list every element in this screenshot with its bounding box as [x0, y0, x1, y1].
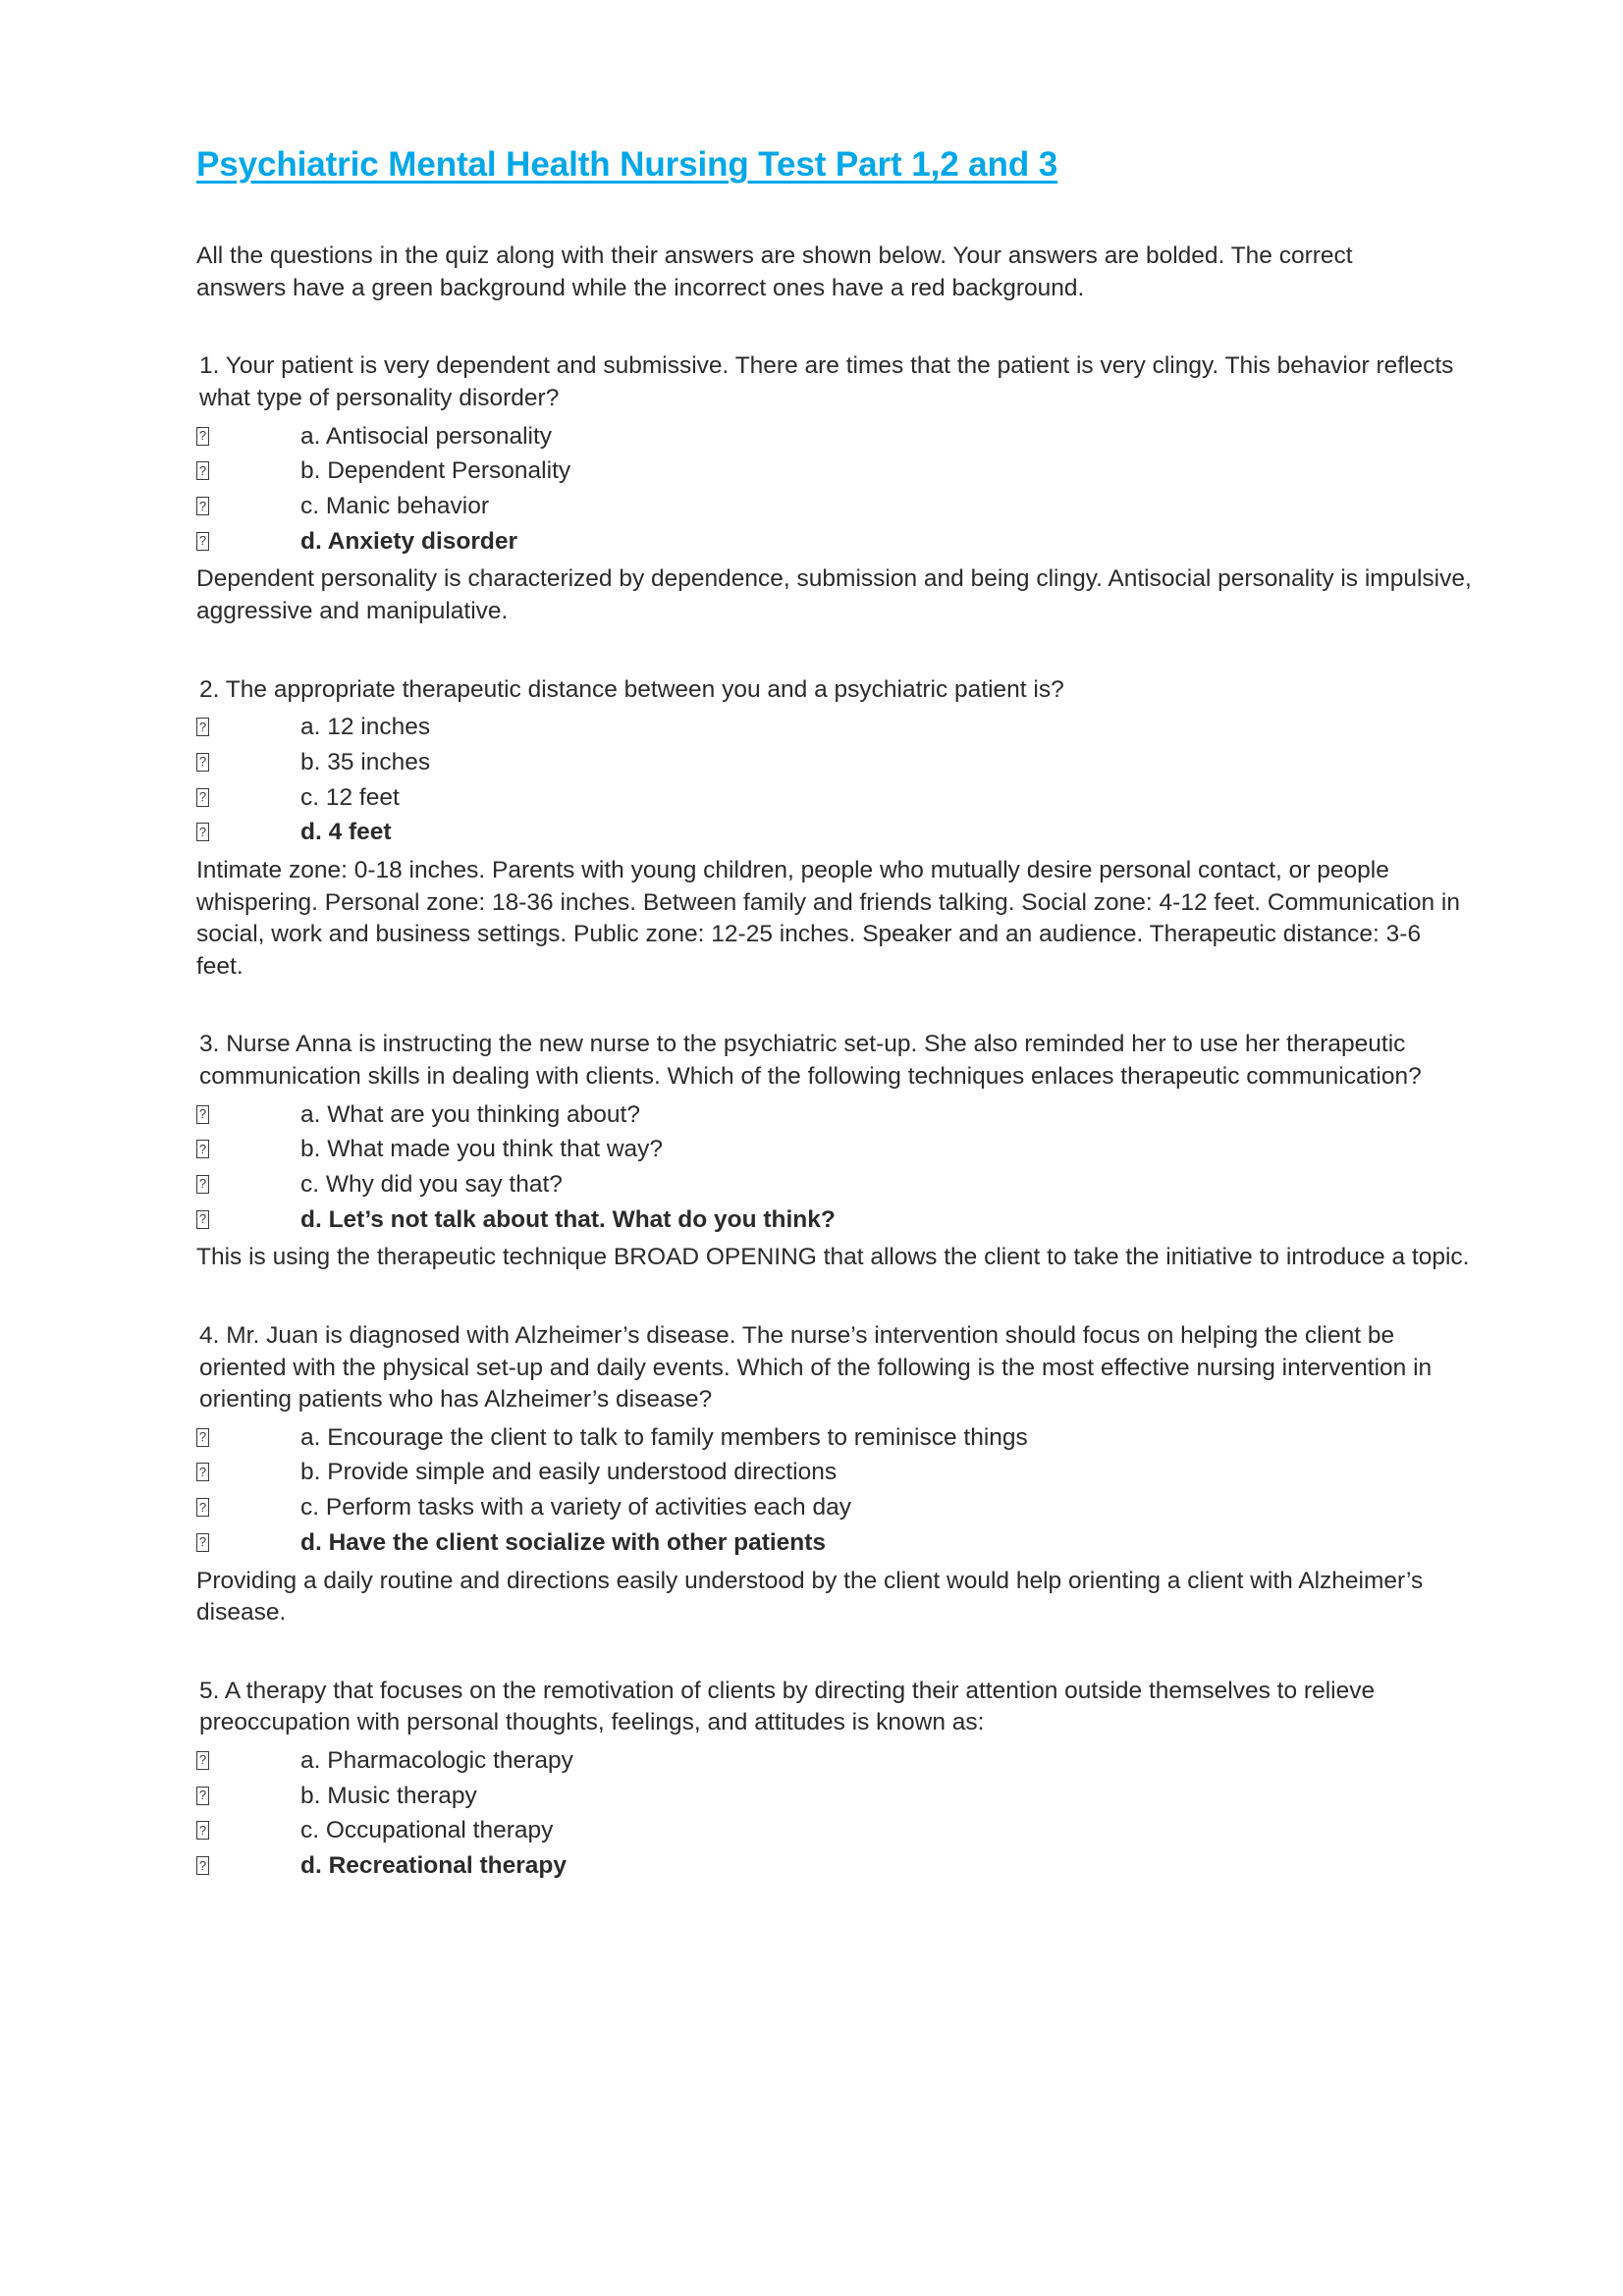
missing-glyph-box-icon [196, 1821, 300, 1841]
answer-option-label: c. Perform tasks with a variety of activities each day [300, 1494, 851, 1522]
answer-option[interactable] [196, 458, 1473, 484]
missing-glyph-box-icon-shape [196, 718, 209, 736]
missing-glyph-box-icon [196, 1463, 300, 1482]
missing-glyph-box-icon-shape [196, 753, 209, 772]
answer-option[interactable] [196, 715, 1473, 740]
missing-glyph-box-icon-shape [196, 1140, 209, 1158]
answer-option[interactable] [196, 1530, 1473, 1556]
questions-list [196, 350, 1473, 1878]
missing-glyph-box-icon [196, 823, 300, 842]
question-stem: 2. The appropriate therapeutic distance between you and a psychiatric patient is? [199, 675, 1064, 703]
missing-glyph-box-icon [196, 1787, 300, 1806]
missing-glyph-box-icon-shape [196, 1105, 209, 1124]
missing-glyph-box-icon-shape [196, 497, 209, 515]
missing-glyph-box-icon-shape [196, 788, 209, 807]
missing-glyph-box-icon [196, 1105, 300, 1125]
answer-option[interactable] [196, 820, 1473, 845]
answer-option-label: b. Provide simple and easily understood directions [300, 1459, 838, 1486]
missing-glyph-box-icon [196, 1498, 300, 1518]
answer-options [196, 424, 1473, 555]
missing-glyph-box-icon-shape [196, 1210, 209, 1229]
answer-option[interactable] [196, 494, 1473, 519]
answer-option-label: a. What are you thinking about? [300, 1100, 640, 1128]
answer-option-label: b. 35 inches [300, 748, 431, 775]
question-stem: 1. Your patient is very dependent and submissive. There are times that the patient is very clingy. This behavior reflects what type of personality disorder? [199, 352, 1454, 411]
missing-glyph-box-icon [196, 497, 300, 516]
missing-glyph-box-icon-shape [196, 1821, 209, 1840]
answer-option[interactable] [196, 529, 1473, 555]
missing-glyph-box-icon-shape [196, 1787, 209, 1805]
missing-glyph-box-icon-shape [196, 427, 209, 446]
answer-option[interactable] [196, 1495, 1473, 1521]
question-block [196, 674, 1473, 984]
missing-glyph-box-icon [196, 788, 300, 808]
answer-option[interactable] [196, 1207, 1473, 1233]
answer-option-label: a. Pharmacologic therapy [300, 1746, 573, 1774]
answer-option-label: c. Occupational therapy [300, 1817, 554, 1844]
missing-glyph-box-icon-shape [196, 1856, 209, 1875]
question-stem: 3. Nurse Anna is instructing the new nurse to the psychiatric set-up. She also reminded her to use her therapeutic communication skills in dealing with clients. Which of the following techniques enlaces therapeutic communication? [199, 1031, 1422, 1090]
answer-option[interactable] [196, 1137, 1473, 1162]
page-title: Psychiatric Mental Health Nursing Test Part 1,2 and 3 [196, 145, 1058, 184]
missing-glyph-box-icon [196, 427, 300, 447]
answer-options [196, 1425, 1473, 1556]
missing-glyph-box-icon [196, 1533, 300, 1553]
question-stem: 5. A therapy that focuses on the remotivation of clients by directing their attention outside themselves to relieve preoccupation with personal thoughts, feelings, and attitudes is known as: [199, 1677, 1376, 1736]
missing-glyph-box-icon-shape [196, 1533, 209, 1552]
answer-option[interactable] [196, 1460, 1473, 1485]
missing-glyph-box-icon [196, 1856, 300, 1876]
answer-options [196, 1102, 1473, 1233]
missing-glyph-box-icon-shape [196, 1751, 209, 1770]
answer-option-label: c. Manic behavior [300, 493, 490, 519]
question-block [196, 1320, 1473, 1629]
answer-options [196, 1748, 1473, 1879]
answer-option[interactable] [196, 1172, 1473, 1198]
answer-option-label: d. 4 feet [300, 819, 392, 846]
document-content [196, 145, 1473, 1889]
answer-option-label: d. Recreational therapy [300, 1852, 567, 1880]
answer-option[interactable] [196, 785, 1473, 811]
answer-option-label: b. Music therapy [300, 1782, 477, 1809]
answer-option-label: a. Encourage the client to talk to family members to reminisce things [300, 1423, 1028, 1451]
question-block [196, 350, 1473, 627]
answer-option-label: d. Anxiety disorder [300, 527, 518, 555]
missing-glyph-box-icon [196, 1210, 300, 1230]
missing-glyph-box-icon-shape [196, 461, 209, 480]
answer-option[interactable] [196, 1818, 1473, 1843]
missing-glyph-box-icon-shape [196, 823, 209, 841]
answer-option[interactable] [196, 424, 1473, 450]
question-stem: 4. Mr. Juan is diagnosed with Alzheimer’s disease. The nurse’s intervention should focus on helping the client be oriented with the physical set-up and daily events. Which of the following is the most effective nursing intervention in orienting patients who has Alzheimer’s disease? [199, 1321, 1433, 1414]
missing-glyph-box-icon-shape [196, 532, 209, 551]
answer-option[interactable] [196, 1853, 1473, 1879]
missing-glyph-box-icon-shape [196, 1463, 209, 1481]
missing-glyph-box-icon-shape [196, 1428, 209, 1447]
question-explanation: Dependent personality is characterized by dependence, submission and being clingy. Antisocial personality is impulsive, aggressive and manipulative. [196, 565, 1472, 625]
answer-option[interactable] [196, 1784, 1473, 1809]
missing-glyph-box-icon [196, 1175, 300, 1195]
answer-option-label: d. Let’s not talk about that. What do you think? [300, 1205, 836, 1233]
missing-glyph-box-icon-shape [196, 1175, 209, 1194]
answer-option-label: a. Antisocial personality [300, 422, 553, 450]
answer-option[interactable] [196, 1102, 1473, 1128]
intro-paragraph: All the questions in the quiz along with their answers are shown below. Your answers are bolded. The correct answers have a green background while the incorrect ones have a red background. [196, 242, 1353, 301]
missing-glyph-box-icon [196, 1428, 300, 1448]
answer-option-label: a. 12 inches [300, 714, 431, 741]
question-explanation: Intimate zone: 0-18 inches. Parents with young children, people who mutually desire personal contact, or people whispering. Personal zone: 18-36 inches. Between family and friends talking. Social zone: 4-12 feet. Communication in social, work and business settings. Public zone: 12-25 inches. Speaker and an audience. Therapeutic distance: 3-6 feet. [196, 857, 1460, 980]
missing-glyph-box-icon [196, 753, 300, 773]
missing-glyph-box-icon [196, 461, 300, 481]
question-block [196, 1029, 1473, 1274]
answer-option[interactable] [196, 750, 1473, 775]
question-explanation: This is using the therapeutic technique BROAD OPENING that allows the client to take the initiative to introduce a topic. [196, 1244, 1470, 1271]
missing-glyph-box-icon [196, 1140, 300, 1159]
answer-option-label: d. Have the client socialize with other patients [300, 1528, 827, 1556]
question-explanation: Providing a daily routine and directions easily understood by the client would help orienting a client with Alzheimer’s disease. [196, 1567, 1424, 1627]
answer-options [196, 715, 1473, 845]
missing-glyph-box-icon [196, 1751, 300, 1771]
answer-option-label: c. 12 feet [300, 783, 400, 811]
question-block [196, 1676, 1473, 1879]
answer-option-label: b. Dependent Personality [300, 457, 571, 485]
answer-option-label: c. Why did you say that? [300, 1170, 563, 1198]
missing-glyph-box-icon [196, 532, 300, 552]
answer-option[interactable] [196, 1425, 1473, 1451]
missing-glyph-box-icon [196, 718, 300, 737]
answer-option[interactable] [196, 1748, 1473, 1774]
missing-glyph-box-icon-shape [196, 1498, 209, 1517]
answer-option-label: b. What made you think that way? [300, 1136, 664, 1163]
